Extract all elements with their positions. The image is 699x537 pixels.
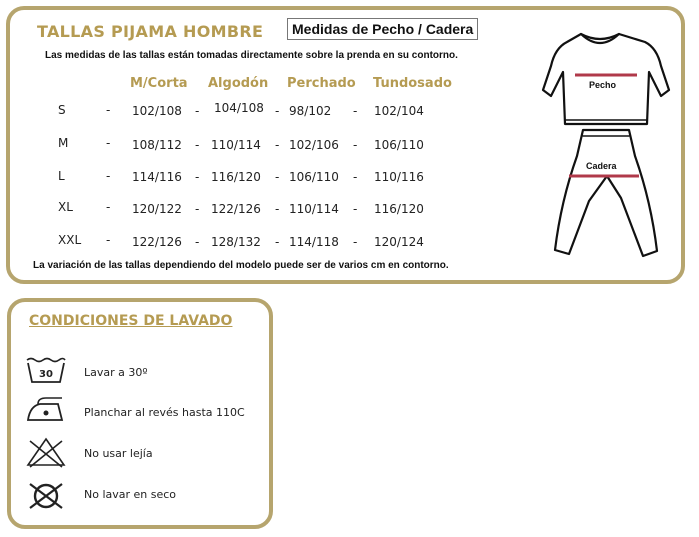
column-header-mcorta: M/Corta — [130, 76, 188, 91]
table-cell: 116/120 — [374, 202, 424, 216]
wash-item-label: No usar lejía — [84, 447, 153, 460]
no-bleach-icon — [24, 436, 68, 468]
wash-30-icon — [24, 356, 68, 384]
row-dash: - — [275, 235, 280, 249]
size-label: S — [58, 103, 66, 117]
column-header-algodon: Algodón — [208, 76, 269, 91]
table-cell: 114/118 — [289, 235, 339, 249]
chest-label: Pecho — [589, 80, 617, 90]
row-dash: - — [106, 136, 111, 150]
hip-label: Cadera — [586, 161, 617, 171]
table-cell: 114/116 — [132, 170, 182, 184]
row-dash: - — [275, 170, 280, 184]
size-label: XXL — [58, 233, 82, 247]
row-dash: - — [353, 170, 358, 184]
wash-item-label: No lavar en seco — [84, 488, 177, 501]
column-header-tundosado: Tundosado — [373, 76, 452, 91]
size-chart-footer: La variación de las tallas dependiendo del modelo puede ser de varios cm en contorno. — [33, 260, 449, 271]
table-cell: 122/126 — [211, 202, 261, 216]
row-dash: - — [195, 170, 200, 184]
sweatshirt-icon — [543, 34, 669, 124]
table-cell: 116/120 — [211, 170, 261, 184]
row-dash: - — [106, 233, 111, 247]
table-cell: 102/108 — [132, 104, 182, 118]
row-dash: - — [353, 202, 358, 216]
column-header-perchado: Perchado — [287, 76, 356, 91]
row-dash: - — [195, 138, 200, 152]
wash-item-label: Lavar a 30º — [84, 366, 148, 379]
table-cell: 128/132 — [211, 235, 261, 249]
table-cell: 104/108 — [214, 101, 264, 115]
table-cell: 120/122 — [132, 202, 182, 216]
row-dash: - — [195, 104, 200, 118]
table-cell: 106/110 — [374, 138, 424, 152]
row-dash: - — [195, 202, 200, 216]
size-label: M — [58, 136, 69, 150]
table-cell: 106/110 — [289, 170, 339, 184]
size-label: XL — [58, 200, 73, 214]
table-cell: 98/102 — [289, 104, 332, 118]
size-label: L — [58, 169, 65, 183]
no-dry-clean-icon — [24, 480, 68, 512]
table-cell: 120/124 — [374, 235, 424, 249]
table-cell: 122/126 — [132, 235, 182, 249]
size-chart-title: TALLAS PIJAMA HOMBRE — [37, 22, 264, 41]
table-cell: 110/114 — [289, 202, 339, 216]
row-dash: - — [195, 235, 200, 249]
row-dash: - — [106, 103, 111, 117]
wash-item-label: Planchar al revés hasta 110C — [84, 406, 245, 419]
row-dash: - — [106, 200, 111, 214]
table-cell: 108/112 — [132, 138, 182, 152]
pajama-illustration — [525, 26, 675, 266]
row-dash: - — [353, 235, 358, 249]
wash-temperature-text: 30 — [39, 369, 53, 380]
table-cell: 102/104 — [374, 104, 424, 118]
row-dash: - — [353, 138, 358, 152]
row-dash: - — [353, 104, 358, 118]
row-dash: - — [275, 138, 280, 152]
washing-title: CONDICIONES DE LAVADO — [29, 313, 233, 329]
row-dash: - — [275, 202, 280, 216]
table-cell: 110/116 — [374, 170, 424, 184]
table-cell: 102/106 — [289, 138, 339, 152]
size-chart-subtitle: Medidas de Pecho / Cadera — [287, 18, 478, 40]
trousers-icon — [555, 130, 657, 256]
row-dash: - — [275, 104, 280, 118]
table-cell: 110/114 — [211, 138, 261, 152]
row-dash: - — [106, 169, 111, 183]
iron-icon — [24, 396, 68, 424]
size-chart-intro: Las medidas de las tallas están tomadas directamente sobre la prenda en su contorno. — [45, 50, 458, 61]
